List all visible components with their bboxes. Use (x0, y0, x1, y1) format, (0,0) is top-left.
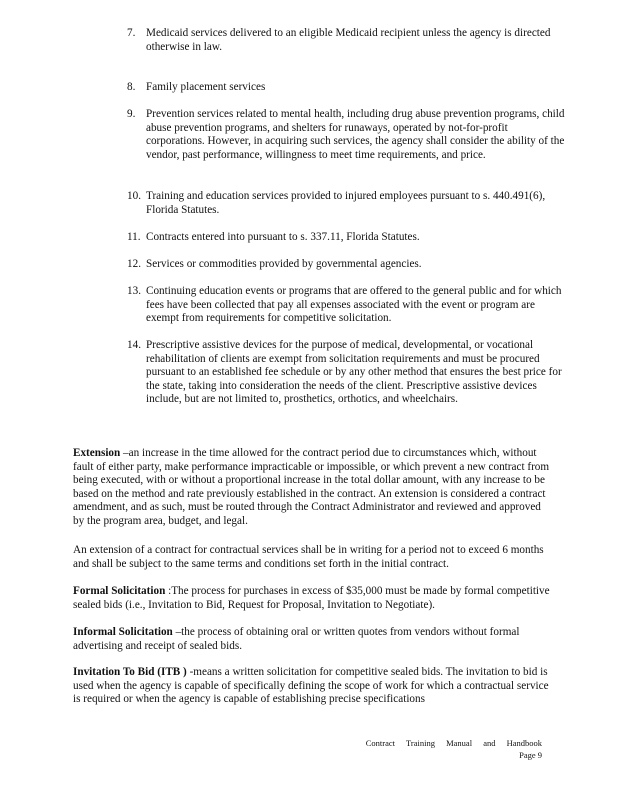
list-item-text: Prevention services related to mental health, including drug abuse prevention programs, child abuse prevention programs, and shelters for runaways, operated by not-for-profit corporations. However, in acquiring such services, the agency shall consider the ability of the vendor, past performance, willingness to meet time requirements, and price. (146, 108, 565, 161)
extension-paragraph: An extension of a contract for contractual services shall be in writing for a period not to exceed 6 months and shall be subject to the same terms and conditions set forth in the initial contract. (73, 544, 544, 570)
definition-informal-solicitation (73, 626, 553, 653)
definition-text: -means a written solicitation for competitive sealed bids. The invitation to bid is used when the agency is capable of specifically defining the scope of work for which a contractual service is required or when the agency is capable of establishing precise specifications (73, 666, 549, 706)
list-item-number: 11. (127, 231, 141, 243)
list-item-number: 12. (127, 258, 141, 270)
list-item-number: 14. (127, 339, 141, 351)
list-item-text: Prescriptive assistive devices for the purpose of medical, developmental, or vocational rehabilitation of clients are exempt from solicitation requirements and must be procured pursuant to an established fee schedule or by any other method that ensures the best price for the state, taking into consideration the needs of the client. Prescriptive assistive devices include, but are not limited to, prosthetics, orthotics, and wheelchairs. (146, 339, 562, 406)
definition-text: –the process of obtaining oral or written quotes from vendors without formal advertising and receipt of sealed bids. (73, 626, 520, 652)
list-item (127, 190, 567, 217)
list-item-number: 8. (127, 81, 136, 93)
list-item-text: Medicaid services delivered to an eligible Medicaid recipient unless the agency is directed otherwise in law. (146, 27, 551, 53)
list-item-text: Family placement services (146, 81, 266, 93)
list-item-text: Training and education services provided to injured employees pursuant to s. 440.491(6), Florida Statutes. (146, 190, 546, 216)
list-item (127, 258, 567, 272)
footer-page-number: Page 9 (519, 749, 542, 760)
definition-term: Formal Solicitation (73, 585, 166, 597)
list-item (127, 27, 567, 54)
definition-term: Extension (73, 447, 121, 459)
definition-invitation-to-bid (73, 666, 553, 707)
definition-extension (73, 447, 553, 529)
list-item (127, 108, 567, 162)
list-item (127, 231, 567, 245)
page-footer (366, 738, 542, 761)
definition-term: Informal Solicitation (73, 626, 173, 638)
definition-text: :The process for purchases in excess of $35,000 must be made by formal competitive sealed bids (i.e., Invitation to Bid, Request for Proposal, Invitation to Negotiate). (73, 585, 550, 611)
list-item (127, 81, 567, 95)
definition-formal-solicitation (73, 585, 553, 612)
list-item-number: 10. (127, 190, 141, 202)
list-item-text: Services or commodities provided by governmental agencies. (146, 258, 422, 270)
list-item-text: Continuing education events or programs that are offered to the general public and for which fees have been collected that pay all expenses associated with the event or program are exempt from requirements for competitive solicitation. (146, 285, 562, 325)
definition-text: –an increase in the time allowed for the contract period due to circumstances which, without fault of either party, make performance impracticable or impossible, or which prevent a new contract from being executed, with or without a proportional increase in the total dollar amount, with any increase to be based on the method and rate previously established in the contract. An extension is considered a contract amendment, and as such, must be routed through the Contract Administrator and reviewed and approved by the program area, budget, and legal. (73, 447, 550, 527)
footer-manual-title: Contract Training Manual and Handbook (365, 738, 542, 748)
list-item-text: Contracts entered into pursuant to s. 337.11, Florida Statutes. (146, 231, 420, 243)
list-item-number: 13. (127, 285, 141, 297)
list-item-number: 7. (127, 27, 136, 39)
list-item (127, 285, 567, 326)
list-item-number: 9. (127, 108, 136, 120)
list-item (127, 339, 567, 407)
definition-term: Invitation To Bid (ITB ) (73, 666, 187, 678)
